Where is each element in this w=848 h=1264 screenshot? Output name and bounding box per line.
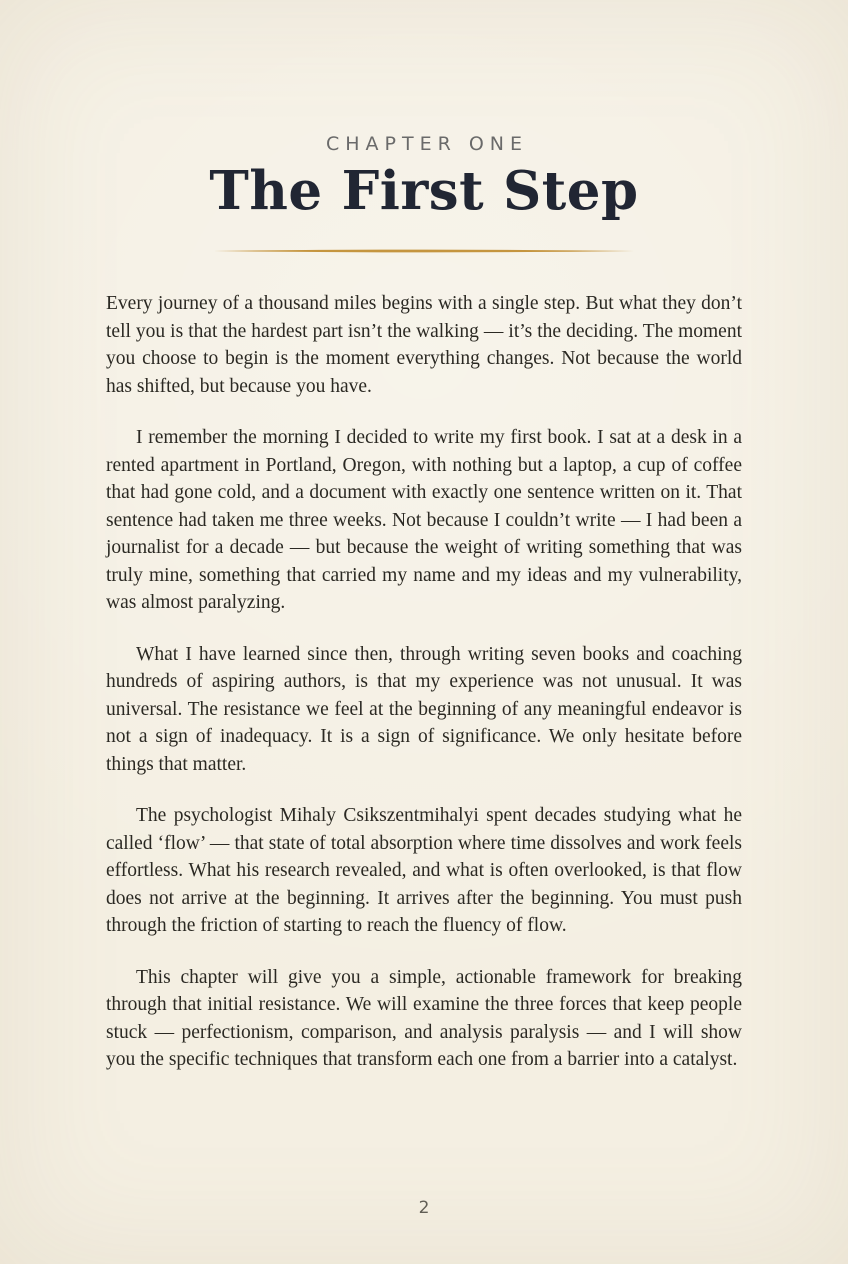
chapter-title: The First Step bbox=[209, 160, 639, 222]
body-paragraph: This chapter will give you a simple, actionable framework for breaking through that initial resistance. We will examine the three forces that keep people stuck — perfectionism, comparison, and analysis paralysis — and I will show you the specific techniques that transform each one from a barrier into a catalyst. bbox=[106, 966, 742, 1071]
page-number: 2 bbox=[418, 1198, 430, 1218]
body-paragraph: What I have learned since then, through writing seven books and coaching hundreds of aspiring authors, is that my experience was not unusual. It was universal. The resistance we feel at the beginning of any meaningful endeavor is not a sign of inadequacy. It is a sign of significance. We only hesitate before things that matter. bbox=[106, 643, 742, 775]
body-paragraph: Every journey of a thousand miles begins with a single step. But what they don’t tell you is that the hardest part isn’t the walking — it’s the deciding. The moment you choose to begin is the moment everything changes. Not because the world has shifted, but because you have. bbox=[106, 293, 742, 397]
chapter-body bbox=[0, 290, 848, 1074]
chapter-kicker: CHAPTER ONE bbox=[325, 133, 529, 155]
ornamental-divider bbox=[214, 248, 634, 254]
body-paragraph: I remember the morning I decided to write my first book. I sat at a desk in a rented apartment in Portland, Oregon, with nothing but a laptop, a cup of coffee that had gone cold, and a document with exactly one sentence written on it. That sentence had taken me three weeks. Not because I couldn’t write — I had been a journalist for a decade — but because the weight of writing something that was truly mine, something that carried my name and my ideas and my vulnerability, was almost paralyzing. bbox=[106, 427, 742, 614]
body-paragraph: The psychologist Mihaly Csikszentmihalyi spent decades studying what he called ‘flow’ — that state of total absorption where time dissolves and work feels effortless. What his research revealed, and what is often overlooked, is that flow does not arrive at the beginning. It arrives after the beginning. You must push through the friction of starting to reach the fluency of flow. bbox=[106, 805, 742, 937]
